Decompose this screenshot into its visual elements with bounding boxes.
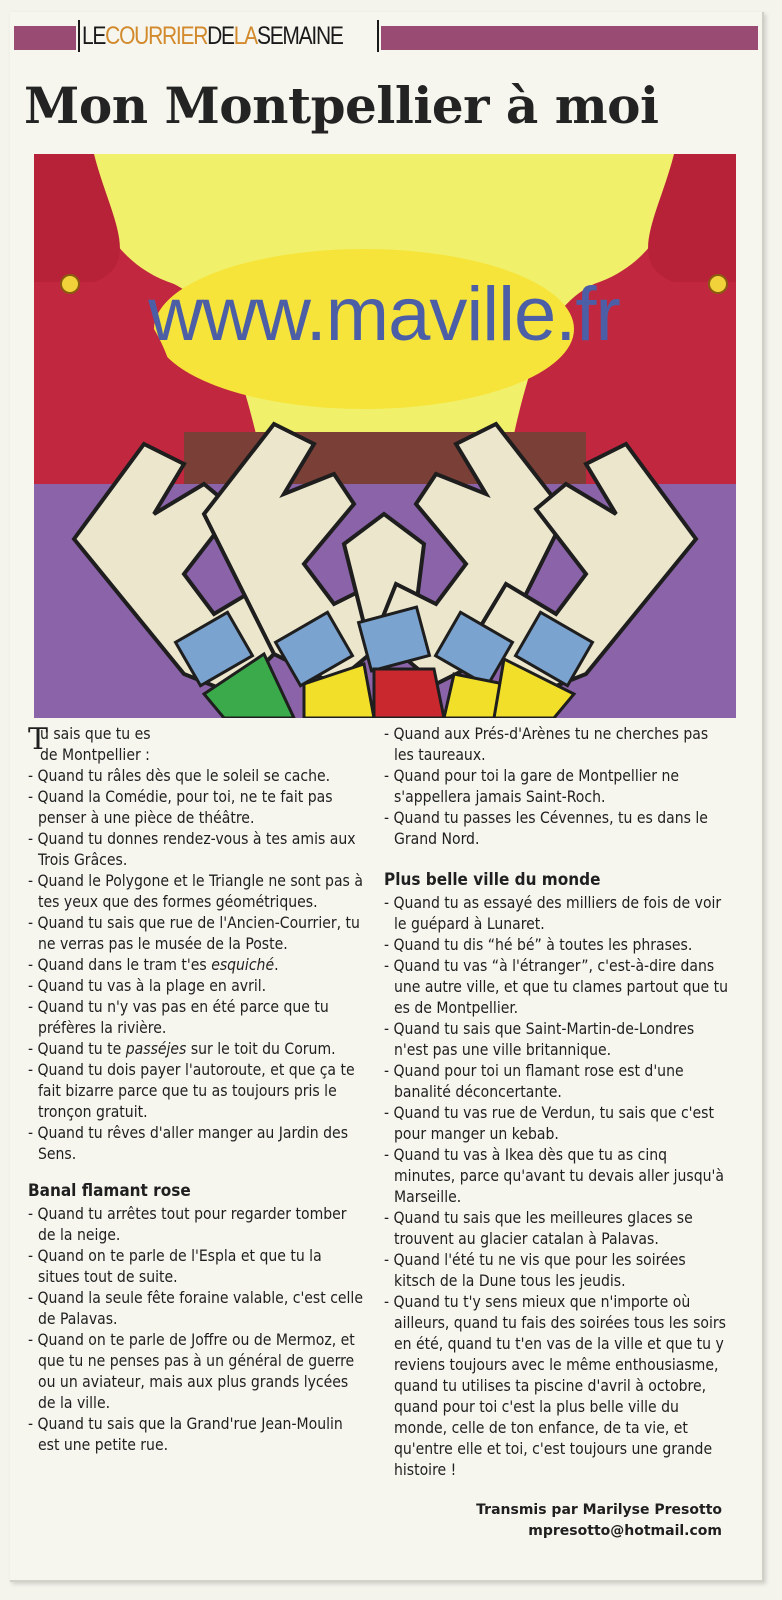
- masthead-part-semaine: SEMAINE: [256, 22, 343, 50]
- item-emphasis: passéjes: [125, 1040, 187, 1058]
- list-item: - Quand on te parle de l'Espla et que tu la situes tout de suite.: [28, 1247, 322, 1286]
- intro: [28, 724, 364, 766]
- list-item: - Quand tu passes les Cévennes, tu es dans le Grand Nord.: [384, 809, 708, 848]
- masthead-part-de: DE: [207, 22, 234, 50]
- sleeve-red: [374, 669, 444, 718]
- credit: [476, 1500, 722, 1542]
- newspaper-clipping: [10, 12, 764, 1582]
- masthead-part-la: LA: [233, 22, 257, 50]
- masthead-rule-left: [78, 20, 80, 52]
- section-heading: Plus belle ville du monde: [384, 870, 601, 890]
- dropcap: T: [28, 722, 49, 757]
- list-item: - Quand tu sais que la Grand'rue Jean-Moulin est une petite rue.: [28, 1415, 343, 1454]
- theater-stage-illustration: [34, 154, 736, 718]
- list-item: - Quand tu as essayé des milliers de fois de voir le guépard à Lunaret.: [384, 894, 722, 933]
- list-item: - Quand tu vas à Ikea dès que tu as cinq minutes, parce qu'avant tu devais aller jusqu'à Marseille.: [384, 1146, 724, 1206]
- list-item: - Quand pour toi la gare de Montpellier ne s'appellera jamais Saint-Roch.: [384, 767, 679, 806]
- list-item: - Quand tu vas rue de Verdun, tu sais que c'est pour manger un kebab.: [384, 1104, 714, 1143]
- list-item: - Quand tu n'y vas pas en été parce que tu préfères la rivière.: [28, 998, 329, 1037]
- list-item: - Quand tu sais que rue de l'Ancien-Courrier, tu ne verras pas le musée de la Poste.: [28, 914, 360, 953]
- list-item: - Quand tu sais que les meilleures glaces se trouvent au glacier catalan à Palavas.: [384, 1209, 693, 1248]
- illustration: [34, 154, 736, 718]
- list-item: - Quand tu dis “hé bé” à toutes les phrases.: [384, 936, 693, 954]
- list-item: - Quand tu râles dès que le soleil se cache.: [28, 767, 331, 785]
- item-text: .: [274, 956, 279, 974]
- list-item: - Quand on te parle de Joffre ou de Mermoz, et que tu ne penses pas à un général de guerre ou un aviateur, mais aux plus grands lycées de la ville.: [28, 1331, 355, 1412]
- masthead-part-le: LE: [82, 22, 106, 50]
- masthead-part-courrier: COURRIER: [105, 22, 208, 50]
- list-item: - Quand l'été tu ne vis que pour les soirées kitsch de la Dune tous les jeudis.: [384, 1251, 686, 1290]
- article-title: Mon Montpellier à moi: [24, 76, 659, 135]
- list-item: [28, 1039, 364, 1060]
- list-item: - Quand tu donnes rendez-vous à tes amis aux Trois Grâces.: [28, 830, 356, 869]
- item-text: sur le toit du Corum.: [186, 1040, 336, 1058]
- list-item: - Quand tu arrêtes tout pour regarder tomber de la neige.: [28, 1205, 347, 1244]
- intro-line-2: de Montpellier :: [40, 746, 150, 764]
- list-item: - Quand tu vas “à l'étranger”, c'est-à-dire dans une autre ville, et que tu clames partout que tu es de Montpellier.: [384, 957, 728, 1017]
- list-item: - Quand le Polygone et le Triangle ne sont pas à tes yeux que des formes géométriques.: [28, 872, 363, 911]
- list-item: - Quand aux Prés-d'Arènes tu ne cherches pas les taureaux.: [384, 725, 709, 764]
- masthead-band-right: [381, 26, 758, 50]
- curtain-tieback-left: [61, 275, 79, 293]
- item-text: - Quand dans le tram t'es: [28, 956, 212, 974]
- illustration-url-text: www.maville.fr: [148, 272, 620, 357]
- masthead-band-left: [14, 26, 76, 50]
- section-heading: Banal flamant rose: [28, 1181, 191, 1201]
- masthead: [14, 18, 758, 54]
- column-left: [28, 724, 364, 1456]
- item-emphasis: esquiché: [211, 956, 275, 974]
- list-item: - Quand la seule fête foraine valable, c'est celle de Palavas.: [28, 1289, 363, 1328]
- item-text: - Quand tu te: [28, 1040, 126, 1058]
- list-item: - Quand tu dois payer l'autoroute, et que ça te fait bizarre parce que tu as toujours pris le tronçon gratuit.: [28, 1061, 355, 1121]
- credit-author: Transmis par Marilyse Presotto: [476, 1502, 722, 1518]
- intro-line-1: u sais que tu es: [40, 725, 151, 743]
- list-item: - Quand la Comédie, pour toi, ne te fait pas penser à une pièce de théâtre.: [28, 788, 333, 827]
- list-item: - Quand pour toi un flamant rose est d'une banalité déconcertante.: [384, 1062, 684, 1101]
- masthead-title: [82, 18, 343, 54]
- masthead-rule-right: [377, 20, 379, 52]
- list-item: - Quand tu vas à la plage en avril.: [28, 977, 267, 995]
- list-item: - Quand tu rêves d'aller manger au Jardin des Sens.: [28, 1124, 348, 1163]
- column-right: [384, 724, 730, 1481]
- list-item: [28, 955, 364, 976]
- list-item: - Quand tu sais que Saint-Martin-de-Londres n'est pas une ville britannique.: [384, 1020, 695, 1059]
- list-item: - Quand tu t'y sens mieux que n'importe où ailleurs, quand tu fais des soirées tous les soirs en été, quand tu t'en vas de la ville et que tu y reviens toujours avec le même enthousiasme, quand tu utilises ta piscine d'avril à octobre, quand pour toi c'est la plus belle ville du monde, celle de ton enfance, de ta vie, et qu'entre elle et toi, c'est toujours une grande histoire !: [384, 1293, 726, 1479]
- curtain-tieback-right: [709, 275, 727, 293]
- credit-email[interactable]: mpresotto@hotmail.com: [528, 1523, 722, 1539]
